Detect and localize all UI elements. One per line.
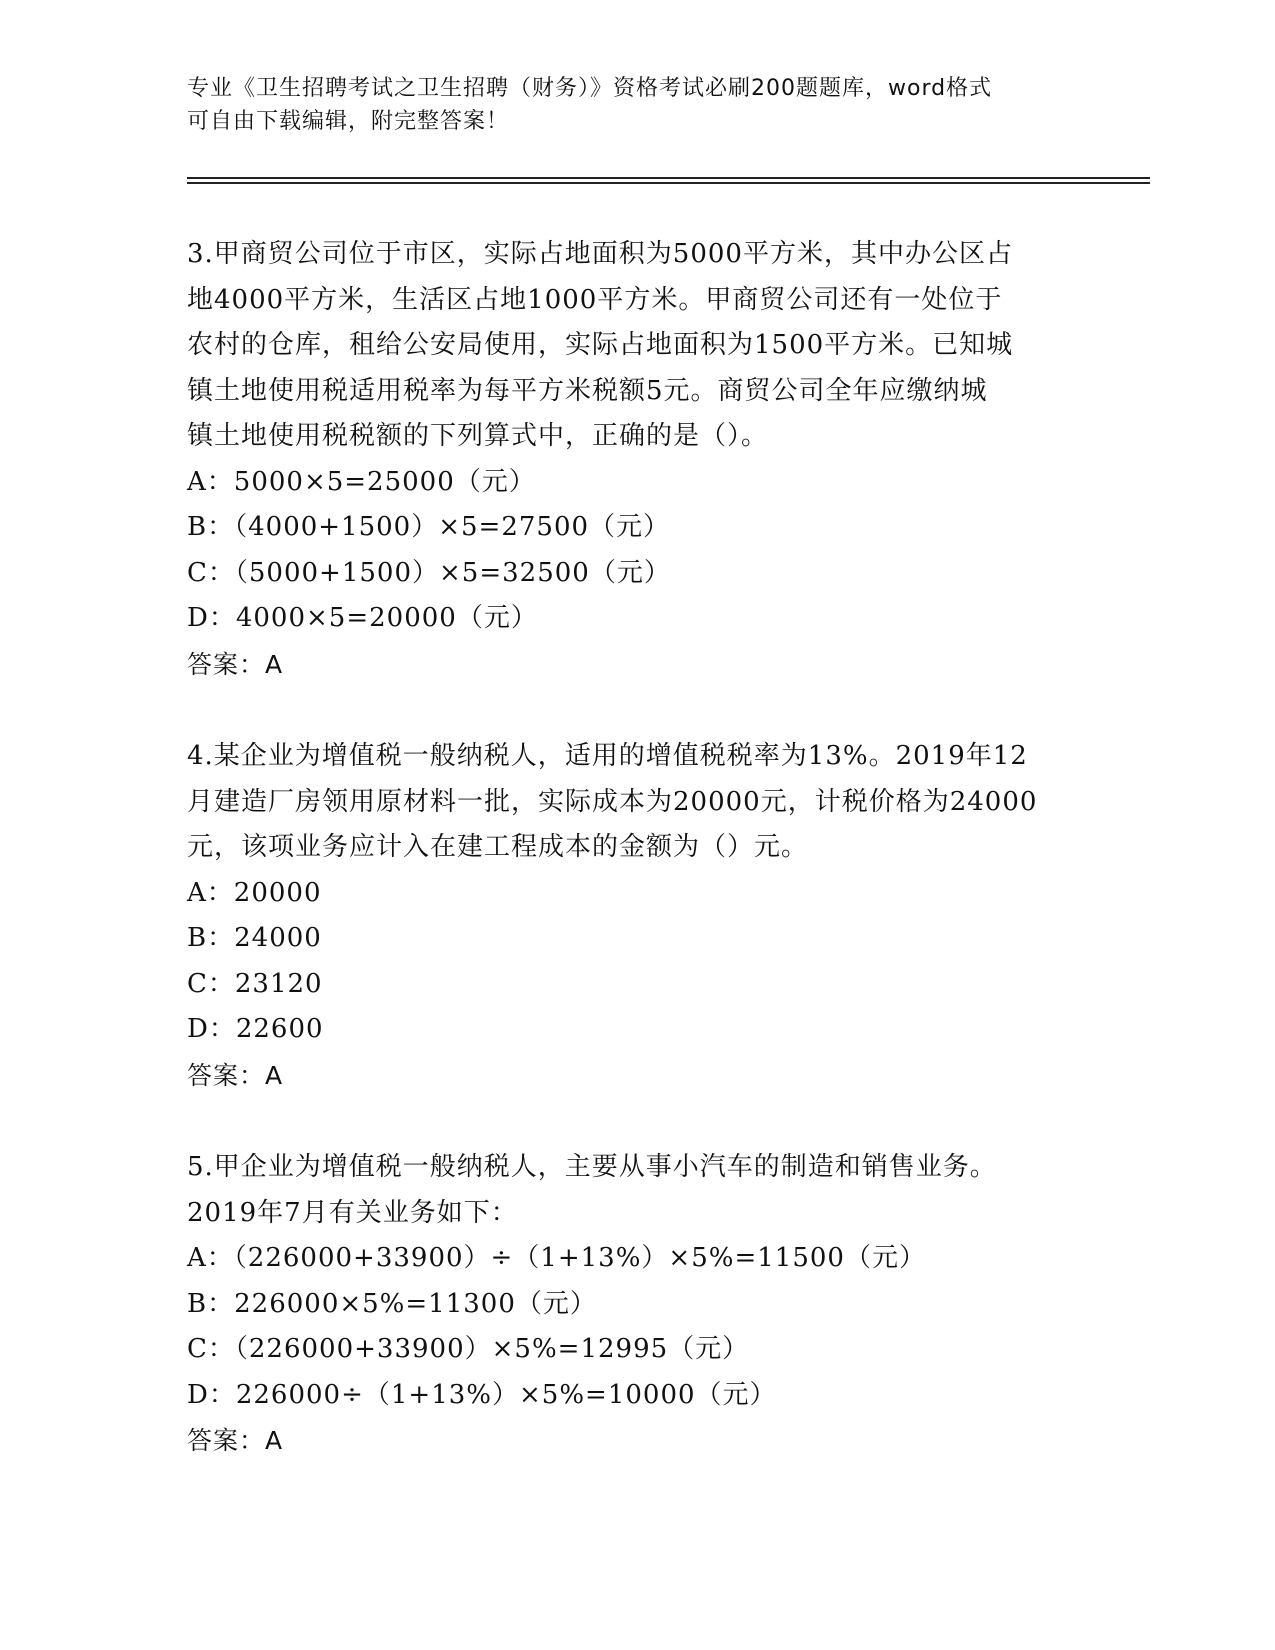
question-5-option-b: B：226000×5%=11300（元） — [187, 1288, 597, 1319]
question-3-option-b: B：（4000+1500）×5=27500（元） — [187, 512, 671, 542]
question-5 — [187, 1145, 1087, 1464]
header-line-2: 可自由下载编辑，附完整答案！ — [187, 109, 510, 134]
question-3-stem-line-4: 镇土地使用税适用税率为每平方米税额5元。商贸公司全年应缴纳城 — [187, 375, 988, 406]
question-5-option-a: A：（226000+33900）÷（1+13%）×5%=11500（元） — [187, 1243, 926, 1273]
question-4-answer: 答案：A — [187, 1060, 284, 1090]
question-4-option-d: D：22600 — [187, 1014, 324, 1044]
question-5-stem-line-1: 5.甲企业为增值税一般纳税人，主要从事小汽车的制造和销售业务。 — [187, 1152, 997, 1182]
question-3-stem-line-1: 3.甲商贸公司位于市区，实际占地面积为5000平方米，其中办公区占 — [187, 239, 1013, 269]
header-divider-top — [187, 177, 1150, 179]
question-3-stem-line-3: 农村的仓库，租给公安局使用，实际占地面积为1500平方米。已知城 — [187, 330, 1014, 360]
question-4-stem-line-1: 4.某企业为增值税一般纳税人，适用的增值税税率为13%。2019年12 — [187, 741, 1028, 771]
question-3-stem-line-2: 地4000平方米，生活区占地1000平方米。甲商贸公司还有一处位于 — [187, 284, 1003, 315]
question-3-answer: 答案：A — [187, 649, 284, 679]
question-5-option-c: C：（226000+33900）×5%=12995（元） — [187, 1334, 750, 1364]
question-4-option-a: A：20000 — [187, 877, 322, 908]
question-3-option-a: A：5000×5=25000（元） — [187, 466, 536, 497]
question-3-option-d: D：4000×5=20000（元） — [187, 603, 538, 633]
question-4-option-c: C：23120 — [187, 968, 323, 999]
question-4-stem-line-3: 元，该项业务应计入在建工程成本的金额为（）元。 — [187, 832, 809, 862]
header-divider-bottom — [187, 182, 1150, 184]
question-3-stem-line-5: 镇土地使用税税额的下列算式中，正确的是（）。 — [187, 421, 769, 451]
question-3-option-c: C：（5000+1500）×5=32500（元） — [187, 557, 671, 588]
question-3 — [187, 232, 1087, 687]
question-5-stem-line-2: 2019年7月有关业务如下： — [187, 1197, 518, 1228]
question-4-stem-line-2: 月建造厂房领用原材料一批，实际成本为20000元，计税价格为24000 — [187, 786, 1038, 817]
document-header — [187, 72, 1067, 138]
question-4 — [187, 734, 1087, 1098]
question-5-answer: 答案：A — [187, 1426, 284, 1455]
header-line-1: 专业《卫生招聘考试之卫生招聘（财务）》资格考试必刷200题题库，word格式 — [187, 76, 993, 101]
question-5-option-d: D：226000÷（1+13%）×5%=10000（元） — [187, 1379, 777, 1410]
question-4-option-b: B：24000 — [187, 923, 322, 953]
